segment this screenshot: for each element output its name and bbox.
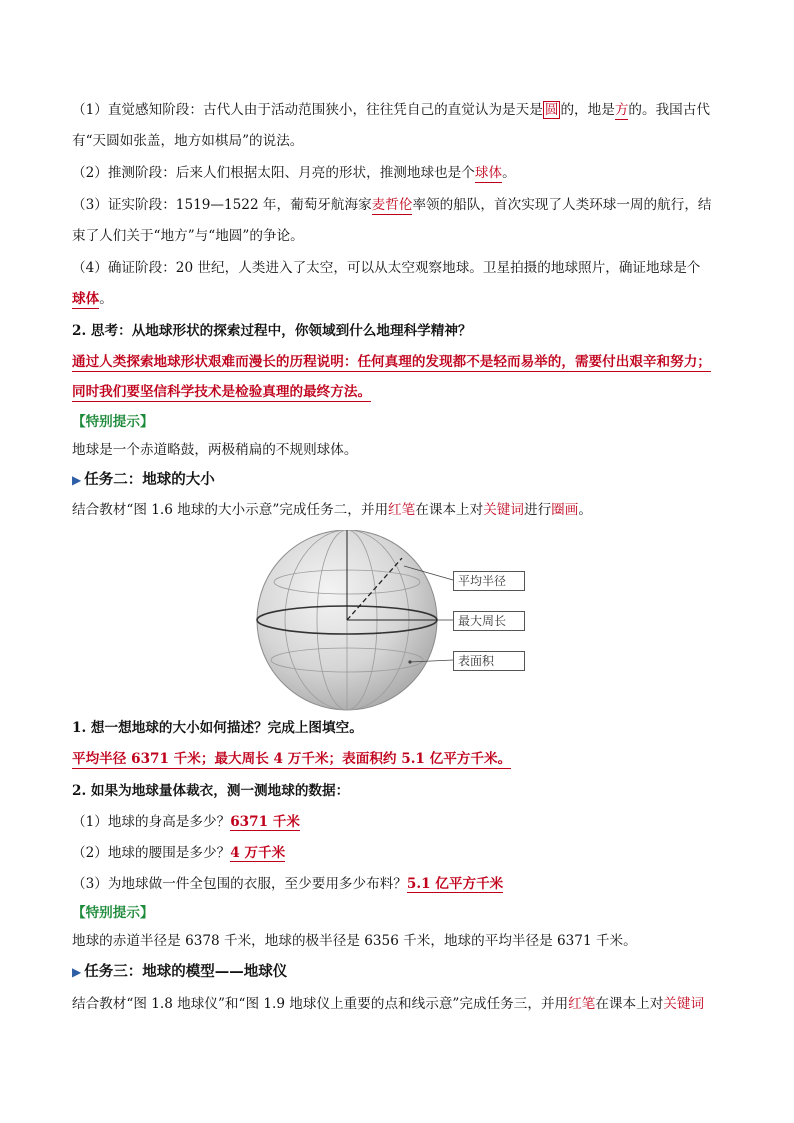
task-3-intro: 结合教材“图 1.8 地球仪”和“图 1.9 地球仪上重要的点和线示意”完成任务三，并用红笔在课本上对关键词 bbox=[72, 996, 705, 1012]
stage-3-line-2: 束了人们关于“地方”与“地圆”的争论。 bbox=[72, 228, 304, 244]
tip-text-2: 地球的赤道半径是 6378 千米，地球的极半径是 6356 千米，地球的平均半径是 6371 千米。 bbox=[72, 933, 637, 949]
answer-2-line-2: 同时我们要坚信科学技术是检验真理的最终方法。 bbox=[72, 384, 372, 400]
stage-1-line-2: 有“天圆如张盖，地方如棋局”的说法。 bbox=[72, 133, 304, 149]
stage-2-line: （2）推测阶段：后来人们根据太阳、月亮的形状，推测地球也是个球体。 bbox=[72, 165, 516, 181]
task-3-heading: ▶ 任务三：地球的模型——地球仪 bbox=[72, 964, 288, 980]
answer-sphere-2: 球体 bbox=[72, 291, 100, 307]
sub-answer-2: 4 万千米 bbox=[230, 845, 286, 861]
stage-4-line-2: 球体。 bbox=[72, 291, 113, 307]
question-1: 1. 想一想地球的大小如何描述？完成上图填空。 bbox=[72, 720, 363, 736]
stage-4-line: （4）确证阶段：20 世纪，人类进入了太空，可以从太空观察地球。卫星拍摄的地球照片，确证地球是个 bbox=[72, 260, 701, 276]
tip-title-2: 【特别提示】 bbox=[72, 905, 154, 921]
label-max-circumference: 最大周长 bbox=[453, 611, 525, 631]
stage-1-line: （1）直觉感知阶段：古代人由于活动范围狭小，往往凭自己的直觉认为是天是 圆 的，地是方的。我国古代 bbox=[72, 102, 710, 118]
tip-title-1: 【特别提示】 bbox=[72, 414, 154, 430]
answer-2-line-1: 通过人类探索地球形状艰难而漫长的历程说明：任何真理的发现都不是轻而易举的，需要付出艰辛和努力； bbox=[72, 354, 711, 370]
question-2: 2. 思考：从地球形状的探索过程中，你领域到什么地理科学精神？ bbox=[72, 323, 472, 339]
triangle-icon: ▶ bbox=[72, 965, 82, 979]
task-2-heading: ▶ 任务二：地球的大小 bbox=[72, 472, 215, 488]
tip-text-1: 地球是一个赤道略鼓，两极稍扁的不规则球体。 bbox=[72, 442, 358, 458]
answer-sphere: 球体 bbox=[474, 165, 503, 181]
triangle-icon: ▶ bbox=[72, 473, 82, 487]
answer-square: 方 bbox=[614, 102, 629, 118]
sub-question-3: （3）为地球做一件全包围的衣服，至少要用多少布料？5.1 亿平方千米 bbox=[72, 876, 504, 892]
answer-1: 平均半径 6371 千米；最大周长 4 万千米；表面积约 5.1 亿平方千米。 bbox=[72, 751, 512, 767]
sub-question-1: （1）地球的身高是多少？6371 千米 bbox=[72, 814, 300, 830]
label-surface-area: 表面积 bbox=[453, 651, 525, 671]
sub-answer-1: 6371 千米 bbox=[230, 814, 300, 830]
question-3: 2. 如果为地球量体裁衣，测一测地球的数据： bbox=[72, 783, 350, 799]
sub-answer-3: 5.1 亿平方千米 bbox=[406, 876, 504, 892]
sub-question-2: （2）地球的腰围是多少？4 万千米 bbox=[72, 845, 286, 861]
answer-magellan: 麦哲伦 bbox=[371, 197, 413, 213]
earth-size-diagram bbox=[250, 530, 550, 714]
label-mean-radius: 平均半径 bbox=[453, 571, 525, 591]
stage-3-line: （3）证实阶段：1519—1522 年，葡萄牙航海家麦哲伦率领的船队，首次实现了人类环球一周的航行，结 bbox=[72, 197, 712, 213]
task-2-intro: 结合教材“图 1.6 地球的大小示意”完成任务二，并用红笔在课本上对关键词进行圈画。 bbox=[72, 502, 592, 518]
answer-round: 圆 bbox=[544, 102, 559, 118]
